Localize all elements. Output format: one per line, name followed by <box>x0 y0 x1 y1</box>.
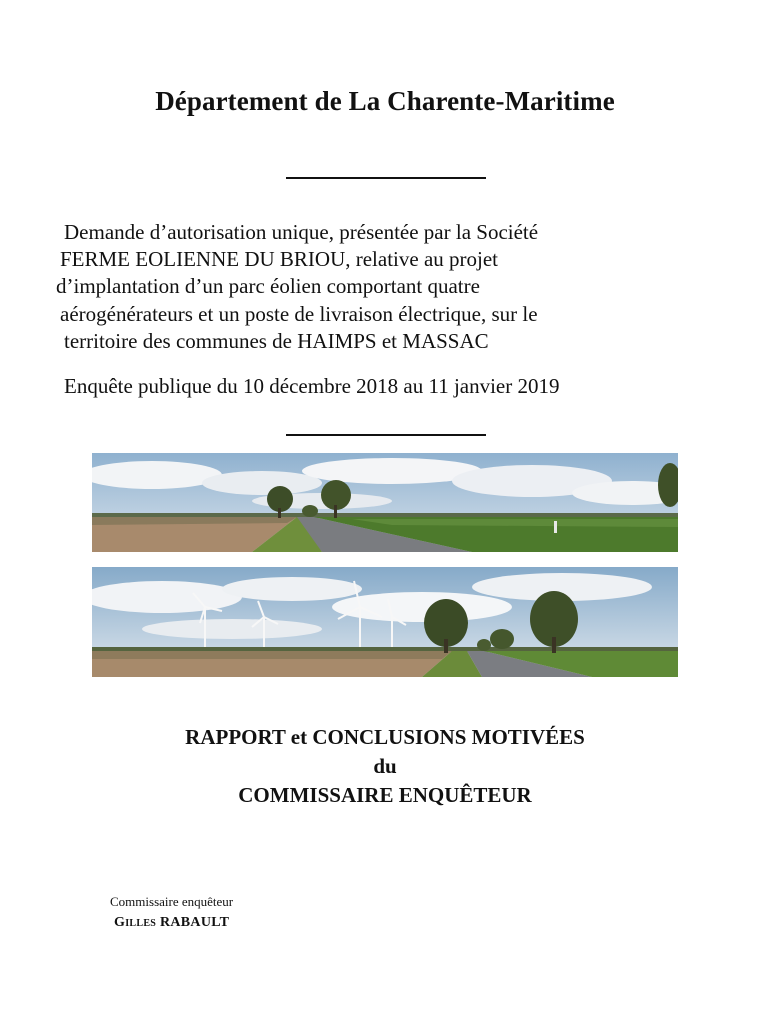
landscape-photo-turbines <box>92 567 678 677</box>
report-title-line: du <box>373 754 397 778</box>
description-line: Demande d’autorisation unique, présentée par la Société <box>64 220 539 244</box>
signature-last-name: RABAULT <box>159 915 230 930</box>
signature-role: Commissaire enquêteur <box>110 894 234 909</box>
description-line: d’implantation d’un parc éolien comportant quatre <box>56 274 480 298</box>
description-line: FERME EOLIENNE DU BRIOU, relative au projet <box>60 247 498 271</box>
signature-name <box>114 915 229 931</box>
description-line: territoire des communes de HAIMPS et MASSAC <box>64 329 489 353</box>
report-title-line: COMMISSAIRE ENQUÊTEUR <box>238 783 532 807</box>
enquete-dates: Enquête publique du 10 décembre 2018 au 11 janvier 2019 <box>64 374 560 398</box>
page-title: Département de La Charente-Maritime <box>155 86 615 116</box>
description-line: aérogénérateurs et un poste de livraison électrique, sur le <box>60 302 538 326</box>
landscape-photo-road <box>92 453 678 552</box>
divider <box>286 434 486 436</box>
report-title <box>0 723 770 810</box>
divider <box>286 177 486 179</box>
report-title-line: RAPPORT et CONCLUSIONS MOTIVÉES <box>185 725 585 749</box>
signature-first-name: Gilles <box>114 915 157 930</box>
